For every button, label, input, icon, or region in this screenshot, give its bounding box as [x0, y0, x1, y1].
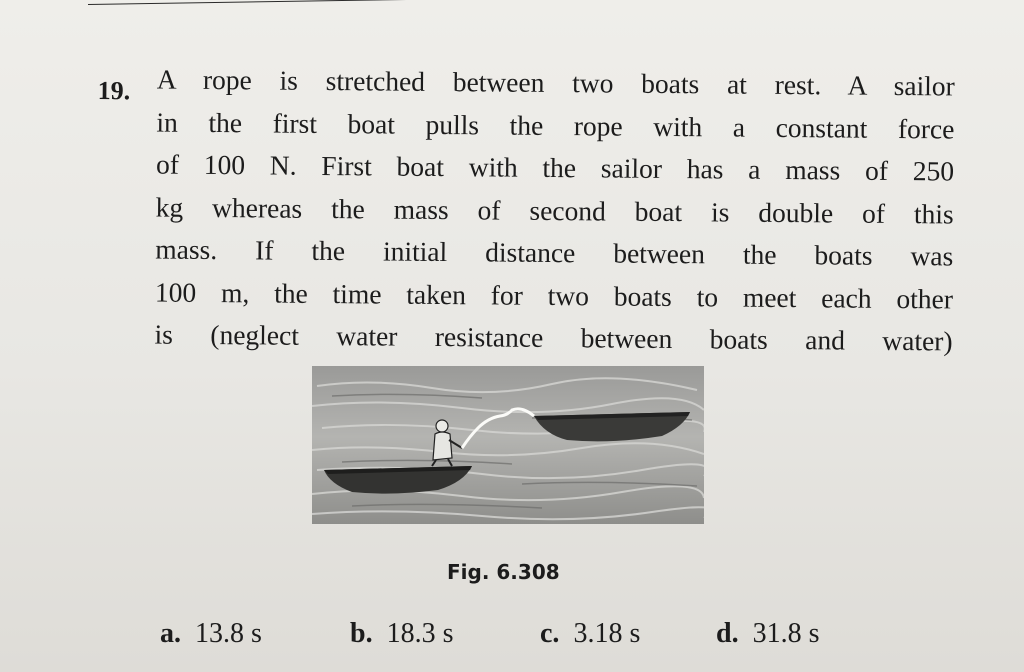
- top-rule: [88, 0, 1024, 5]
- answer-options: [160, 618, 880, 658]
- question-text: [154, 59, 955, 363]
- boats-illustration: [312, 366, 704, 524]
- question-line: in the first boat pulls the rope with a constant force: [156, 106, 955, 144]
- question-line: is (neglect water resistance between boats and water): [154, 318, 953, 357]
- option-c[interactable]: [540, 618, 640, 650]
- option-letter: c.: [540, 618, 560, 649]
- question-number: 19.: [97, 75, 131, 106]
- option-letter: a.: [160, 618, 181, 649]
- question-line: A rope is stretched between two boats at rest. A sailor: [156, 63, 955, 102]
- option-letter: d.: [716, 618, 739, 649]
- question-line: kg whereas the mass of second boat is double of this: [155, 191, 954, 229]
- question-line: mass. If the initial distance between the boats was: [155, 233, 954, 272]
- option-letter: b.: [350, 618, 373, 649]
- option-d[interactable]: [716, 618, 819, 650]
- question-line: 100 m, the time taken for two boats to meet each other: [154, 276, 954, 314]
- question-line: of 100 N. First boat with the sailor has a mass of 250: [155, 148, 955, 187]
- option-text: 13.8 s: [195, 618, 262, 649]
- figure-caption: Fig. 6.308: [447, 560, 560, 584]
- option-text: 18.3 s: [386, 618, 454, 649]
- option-text: 3.18 s: [573, 618, 641, 649]
- boats-figure: [312, 366, 704, 524]
- question-block: [97, 58, 968, 357]
- option-b[interactable]: [350, 618, 453, 650]
- option-text: 31.8 s: [752, 618, 820, 649]
- option-a[interactable]: [160, 618, 262, 650]
